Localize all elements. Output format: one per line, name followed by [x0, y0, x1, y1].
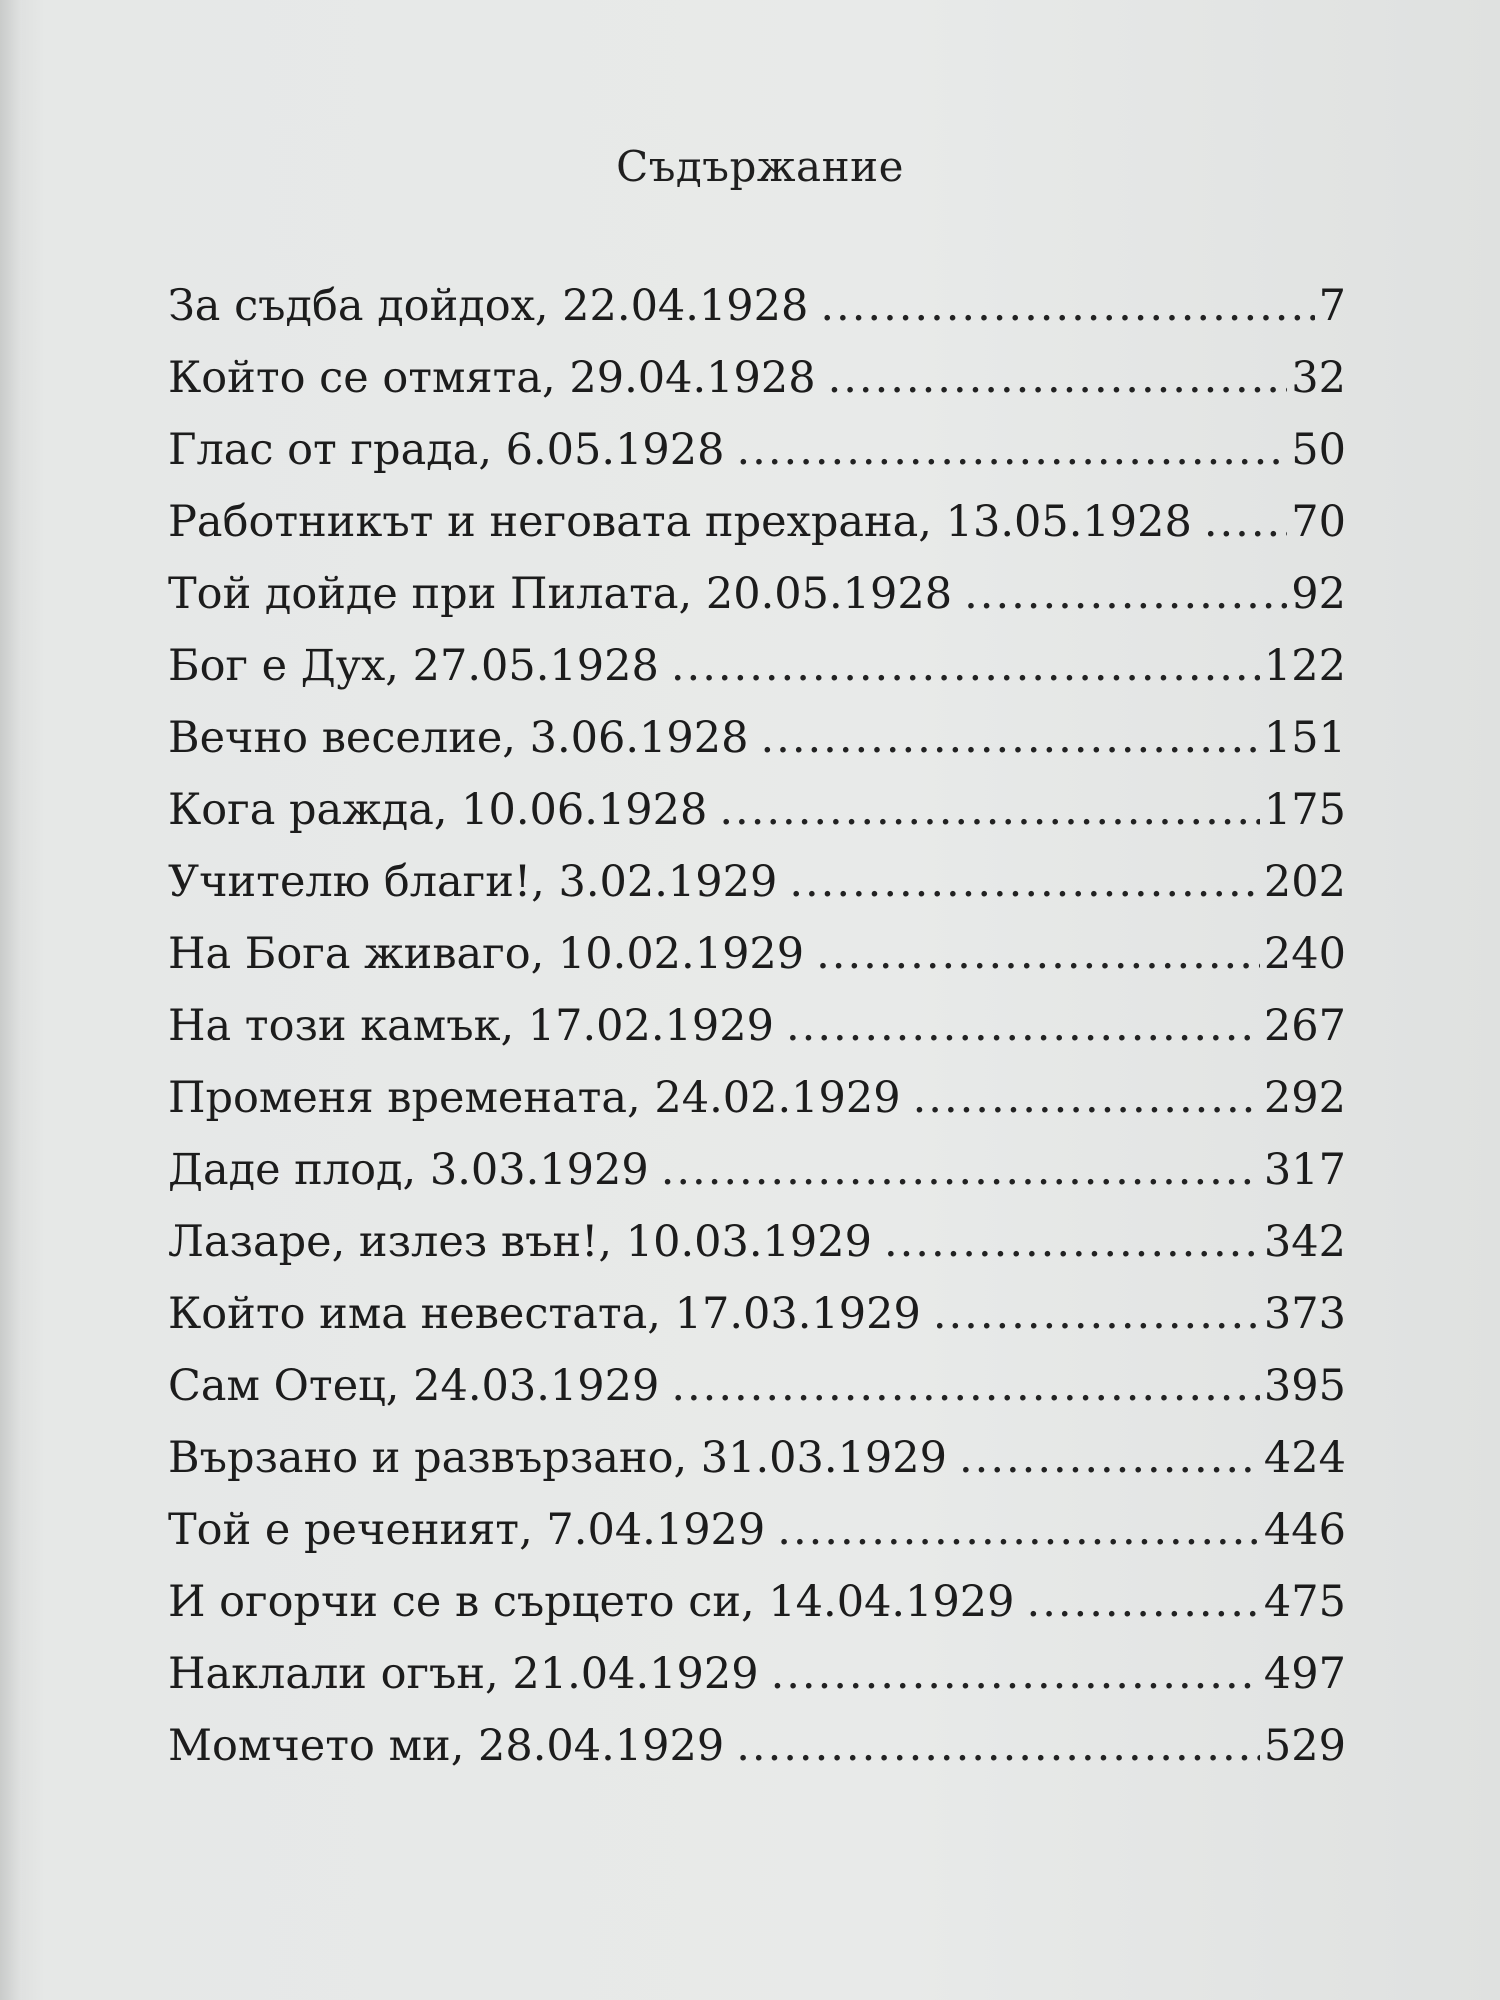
toc-entry-title: Вечно веселие, 3.06.1928	[168, 713, 749, 763]
toc-entry-title: Който има невестата, 17.03.1929	[168, 1289, 921, 1339]
toc-leader-dots	[1204, 486, 1287, 558]
toc-entry-page: 202	[1263, 857, 1346, 907]
toc-leader-dots	[661, 1134, 1260, 1206]
toc-entry-page: 424	[1263, 1433, 1346, 1483]
toc-entry-title: Който се отмята, 29.04.1928	[168, 353, 816, 403]
toc-entry	[168, 414, 1346, 486]
toc-entry-title: Вързано и развързано, 31.03.1929	[168, 1433, 947, 1483]
toc-entry	[168, 1566, 1346, 1638]
toc-entry	[168, 1494, 1346, 1566]
toc-entry	[168, 1134, 1346, 1206]
toc-leader-dots	[671, 630, 1260, 702]
page-title: Съдържание	[616, 142, 904, 191]
toc-entry-title: Кога ражда, 10.06.1928	[168, 785, 708, 835]
toc-entry-title: Наклали огън, 21.04.1929	[168, 1649, 759, 1699]
toc-entry	[168, 558, 1346, 630]
toc-entry-title: Лазаре, излез вън!, 10.03.1929	[168, 1217, 872, 1267]
toc-leader-dots	[737, 414, 1288, 486]
toc-entry-title: Глас от града, 6.05.1928	[168, 425, 725, 475]
toc-entry-title: И огорчи се в сърцето си, 14.04.1929	[168, 1577, 1015, 1627]
toc-entry	[168, 630, 1346, 702]
toc-entry-page: 529	[1263, 1721, 1346, 1771]
toc-entry-title: Сам Отец, 24.03.1929	[168, 1361, 660, 1411]
toc-entry	[168, 342, 1346, 414]
toc-entry-title: Момчето ми, 28.04.1929	[168, 1721, 725, 1771]
toc-entry-page: 240	[1263, 929, 1346, 979]
toc-entry-page: 32	[1291, 353, 1346, 403]
toc-entry	[168, 1422, 1346, 1494]
toc-entry	[168, 702, 1346, 774]
toc-entry-title: Променя времената, 24.02.1929	[168, 1073, 901, 1123]
toc-leader-dots	[913, 1062, 1260, 1134]
toc-entry-page: 175	[1263, 785, 1346, 835]
toc-leader-dots	[828, 342, 1288, 414]
toc-entry-page: 50	[1291, 425, 1346, 475]
toc-entry	[168, 1278, 1346, 1350]
toc-leader-dots	[816, 918, 1260, 990]
toc-entry-page: 7	[1318, 281, 1346, 331]
toc-leader-dots	[884, 1206, 1260, 1278]
toc-leader-dots	[933, 1278, 1260, 1350]
toc-entry-page: 151	[1263, 713, 1346, 763]
toc-entry	[168, 1062, 1346, 1134]
toc-leader-dots	[777, 1494, 1260, 1566]
toc-entry-title: За съдба дойдох, 22.04.1928	[168, 281, 809, 331]
toc-entry	[168, 1350, 1346, 1422]
toc-entry-page: 342	[1263, 1217, 1346, 1267]
toc-entry	[168, 918, 1346, 990]
toc-entry-title: На Бога живаго, 10.02.1929	[168, 929, 805, 979]
toc-leader-dots	[786, 990, 1260, 1062]
toc-leader-dots	[671, 1350, 1260, 1422]
toc-entry-page: 475	[1263, 1577, 1346, 1627]
toc-entry-page: 373	[1263, 1289, 1346, 1339]
toc-entry	[168, 846, 1346, 918]
toc-entry	[168, 1206, 1346, 1278]
toc-entry-title: Учителю благи!, 3.02.1929	[168, 857, 778, 907]
toc-leader-dots	[736, 1710, 1260, 1782]
toc-leader-dots	[959, 1422, 1260, 1494]
toc-entry-title: На този камък, 17.02.1929	[168, 1001, 774, 1051]
toc-entry-page: 292	[1263, 1073, 1346, 1123]
toc-entry	[168, 990, 1346, 1062]
toc-leader-dots	[820, 270, 1314, 342]
toc-entry-page: 70	[1291, 497, 1346, 547]
toc-entry-page: 92	[1291, 569, 1346, 619]
toc-entry-title: Даде плод, 3.03.1929	[168, 1145, 649, 1195]
toc-entry	[168, 486, 1346, 558]
toc-entry	[168, 1638, 1346, 1710]
page-edge	[0, 0, 22, 2000]
toc-leader-dots	[964, 558, 1287, 630]
toc-leader-dots	[789, 846, 1260, 918]
toc-entry-page: 446	[1263, 1505, 1346, 1555]
table-of-contents	[168, 270, 1346, 1782]
toc-leader-dots	[771, 1638, 1260, 1710]
toc-entry	[168, 270, 1346, 342]
toc-entry-title: Бог е Дух, 27.05.1928	[168, 641, 659, 691]
toc-entry-page: 267	[1263, 1001, 1346, 1051]
toc-entry-page: 395	[1263, 1361, 1346, 1411]
toc-entry-title: Той дойде при Пилата, 20.05.1928	[168, 569, 953, 619]
toc-entry	[168, 774, 1346, 846]
toc-leader-dots	[1027, 1566, 1260, 1638]
toc-entry-title: Той е реченият, 7.04.1929	[168, 1505, 766, 1555]
toc-entry-page: 497	[1263, 1649, 1346, 1699]
toc-entry-page: 317	[1263, 1145, 1346, 1195]
toc-leader-dots	[719, 774, 1260, 846]
toc-leader-dots	[760, 702, 1259, 774]
toc-entry	[168, 1710, 1346, 1782]
toc-entry-page: 122	[1263, 641, 1346, 691]
toc-entry-title: Работникът и неговата прехрана, 13.05.1928	[168, 497, 1192, 547]
